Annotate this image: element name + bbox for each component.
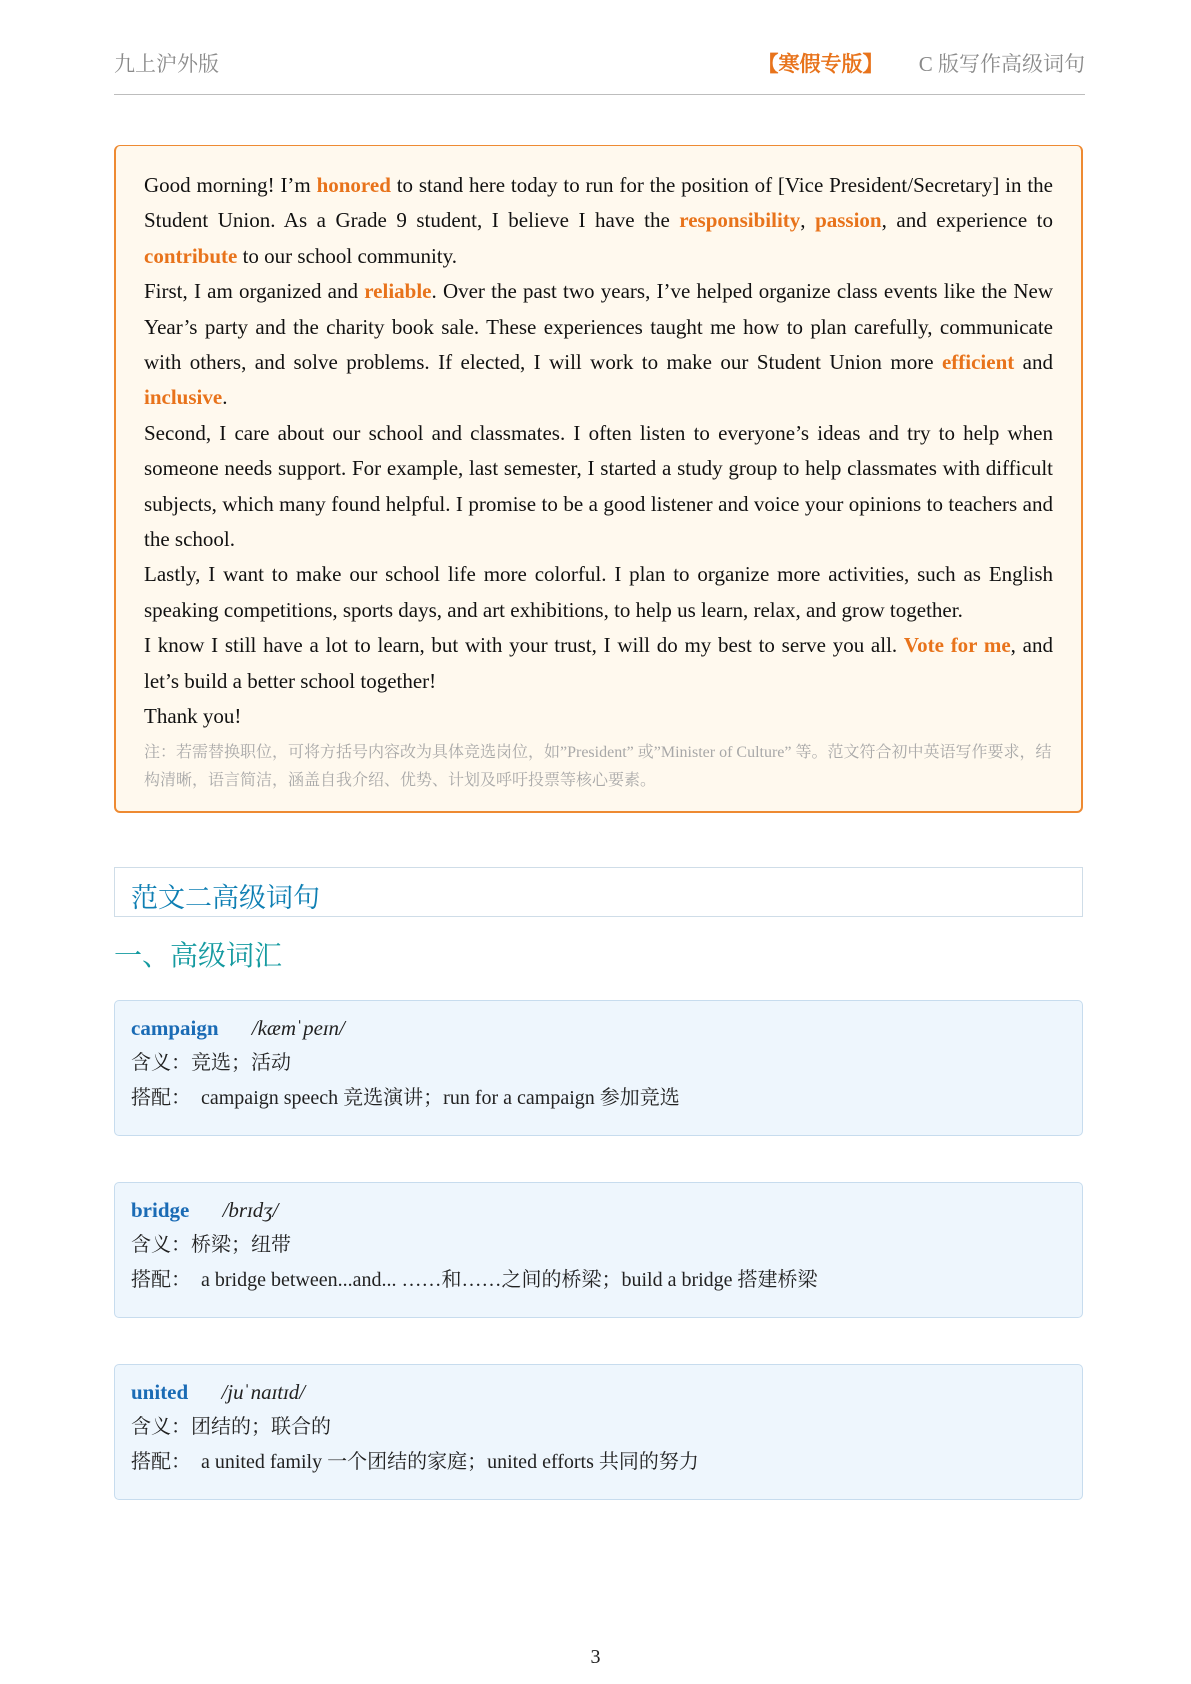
essay-text: , [800, 208, 816, 233]
vocab-card [114, 1364, 1083, 1500]
essay-text: to stand here today to run for the position of [Vice President/Secretary] in the Student Union. As a Grade 9 student, I believe I have the [144, 173, 1053, 233]
vocab-head [131, 1193, 1066, 1228]
highlight-word: contribute [144, 243, 238, 268]
meaning-text: 竞选；活动 [191, 1052, 291, 1074]
essay-text: First, I am organized and [144, 279, 365, 304]
vocab-card [114, 1182, 1083, 1318]
highlight-word: reliable [364, 279, 432, 304]
essay-paragraph-1 [144, 168, 1053, 274]
essay-text: to our school community. [237, 243, 458, 268]
highlight-word: honored [316, 173, 391, 197]
vocab-phonetic: /brɪdʒ/ [222, 1198, 279, 1222]
meaning-label: 含义： [131, 1234, 191, 1256]
vocab-collocation [131, 1081, 1066, 1116]
vocab-meaning [131, 1228, 1066, 1263]
vocab-meaning [131, 1410, 1066, 1445]
essay-text: and [1014, 350, 1053, 375]
collocation-label: 搭配： [131, 1269, 191, 1291]
essay-text: , and let’s build a better school together! [144, 633, 1053, 693]
essay-text: Good morning! I’m [144, 173, 317, 197]
vocab-head [131, 1375, 1066, 1410]
essay-text: . Over the past two years, I’ve helped organize class events like the New Year’s party and the charity book sale. These experiences taught me how to plan carefully, communicate with others, and solve problems. If elected, I will work to make our Student Union more [144, 279, 1053, 375]
essay-paragraph-4: Lastly, I want to make our school life more colorful. I plan to organize more activities, such as English speaking competitions, sports days, and art exhibitions, to help us learn, relax, and grow together. [144, 562, 1053, 622]
header-grade-label: 九上沪外版 [114, 52, 219, 76]
vocab-word: united [131, 1380, 189, 1404]
meaning-text: 团结的；联合的 [191, 1416, 331, 1438]
vocab-subheading: 一、高级词汇 [114, 939, 283, 972]
essay-text: , and experience to [881, 208, 1054, 233]
essay-box [114, 145, 1083, 813]
essay-text: I know I still have a lot to learn, but with your trust, I will do my best to serve you all. [144, 633, 904, 658]
highlight-word: Vote for me [903, 633, 1011, 658]
collocation-text: campaign speech 竞选演讲；run for a campaign 参加竞选 [201, 1087, 680, 1109]
header-doc-title: C 版写作高级词句 [918, 52, 1085, 76]
highlight-word: efficient [941, 350, 1015, 375]
highlight-word: passion [815, 208, 882, 233]
section-title: 范文二高级词句 [131, 883, 320, 914]
collocation-text: a bridge between...and... ……和……之间的桥梁；build a bridge 搭建桥梁 [201, 1269, 818, 1291]
highlight-word: responsibility [679, 208, 801, 233]
vocab-collocation [131, 1445, 1066, 1480]
vocab-collocation [131, 1263, 1066, 1298]
meaning-text: 桥梁；纽带 [191, 1234, 291, 1256]
essay-paragraph-6: Thank you! [144, 704, 242, 729]
vocab-phonetic: /kæmˈpeɪn/ [251, 1016, 345, 1040]
essay-note: 注：若需替换职位，可将方括号内容改为具体竞选岗位，如”President” 或”Minister of Culture” 等。范文符合初中英语写作要求，结构清晰，语言简洁，涵盖自我介绍、优势、计划及呼吁投票等核心要素。 [144, 743, 1052, 789]
essay-paragraph-5 [144, 628, 1053, 699]
header-right-group [757, 48, 1085, 78]
meaning-label: 含义： [131, 1052, 191, 1074]
vocab-phonetic: /juˈnaɪtɪd/ [221, 1380, 306, 1404]
vocab-card [114, 1000, 1083, 1136]
essay-paragraph-3: Second, I care about our school and classmates. I often listen to everyone’s ideas and try to help when someone needs support. For example, last semester, I started a study group to help classmates with difficult subjects, which many found helpful. I promise to be a good listener and voice your opinions to teachers and the school. [144, 420, 1053, 552]
vocab-meaning [131, 1046, 1066, 1081]
essay-text: . [222, 385, 228, 410]
vocab-word: bridge [131, 1198, 190, 1222]
page-number: 3 [590, 1646, 601, 1668]
collocation-label: 搭配： [131, 1087, 191, 1109]
header-edition-badge: 【寒假专版】 [757, 52, 884, 76]
section-title-bar [114, 867, 1083, 917]
page-header [114, 44, 1085, 95]
collocation-text: a united family 一个团结的家庭；united efforts 共同的努力 [201, 1451, 699, 1473]
essay-paragraph-2 [144, 274, 1053, 416]
vocab-head [131, 1011, 1066, 1046]
meaning-label: 含义： [131, 1416, 191, 1438]
vocab-word: campaign [131, 1016, 219, 1040]
collocation-label: 搭配： [131, 1451, 191, 1473]
highlight-word: inclusive [144, 385, 223, 410]
